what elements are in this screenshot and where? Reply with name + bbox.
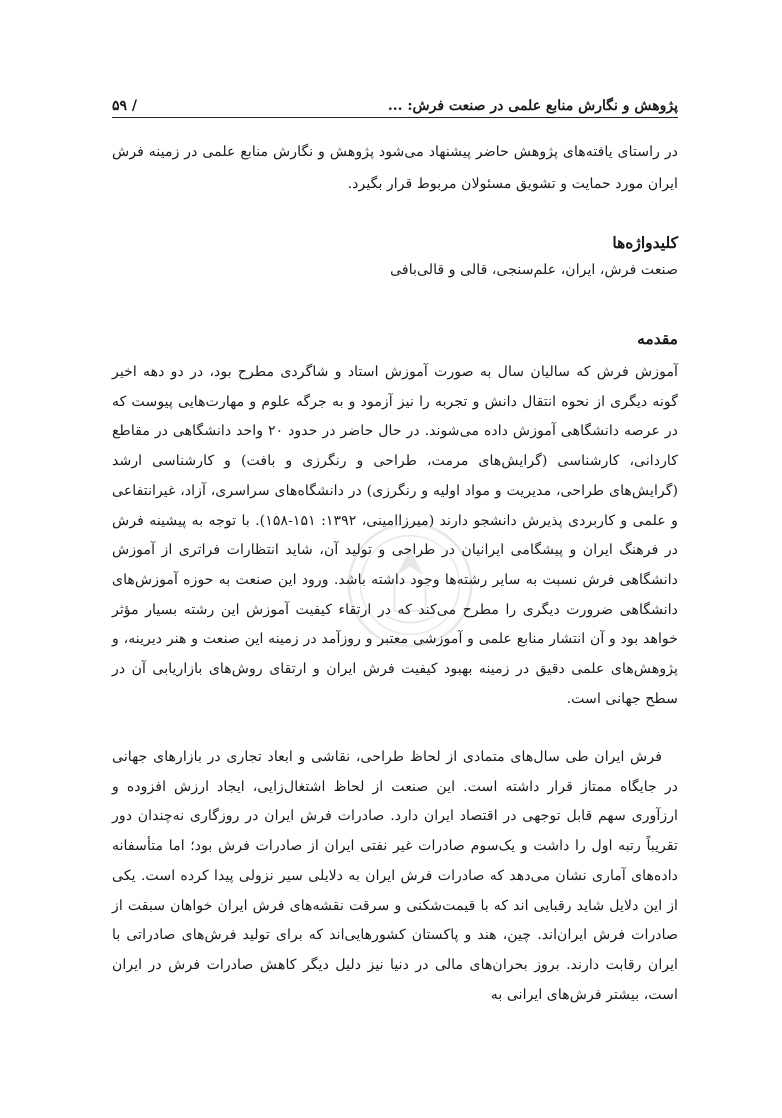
abstract-conclusion: در راستای یافته‌های پژوهش حاضر پیشنهاد می‌شود پژوهش و نگارش منابع علمی در زمینه فرش ایران مورد حمایت و تشویق مسئولان مربوط قرار بگیرد. — [112, 144, 678, 192]
institution-seal-watermark — [345, 520, 475, 650]
running-title: پژوهش و نگارش منابع علمی در صنعت فرش: ... — [387, 98, 678, 114]
introduction-heading: مقدمه — [637, 329, 678, 348]
keywords-text: صنعت فرش، ایران، علم‌سنجی، قالی و قالی‌بافی — [390, 262, 678, 278]
introduction-paragraph-1: آموزش فرش که سالیان سال به صورت آموزش استاد و شاگردی مطرح بود، در دو دهه اخیر گونه دیگری از نحوه انتقال دانش و تجربه را نیز آزمود و به جرگه علوم و مهارت‌هایی پیوست که در عرصه دانشگاهی آموزش داده می‌شوند. در حال حاضر در حدود ۲۰ واحد دانشگاهی در مقاطع کاردانی، کارشناسی (گرایش‌های مرمت، طراحی و رنگرزی و بافت) و کارشناسی ارشد (گرایش‌های طراحی، مدیریت و مواد اولیه و رنگرزی) در دانشگاه‌های سراسری، آزاد، غیرانتفاعی و علمی و کاربردی پذیرش دانشجو دارند (میرزاامینی، ۱۳۹۲: ۱۵۱-۱۵۸). با توجه به پیشینه فرش در فرهنگ ایران و پیشگامی ایرانیان در طراحی و تولید آن، شاید انتظارات فراتری از آموزش دانشگاهی فرش نسبت به سایر رشته‌ها وجود داشته باشد. ورود این صنعت به حوزه آموزش‌های دانشگاهی ضرورت دیگری را مطرح می‌کند که در ارتقاء کیفیت آموزش این رشته بسیار مؤثر خواهد بود و آن انتشار منابع علمی و آموزشی معتبر و روزآمد در زمینه این صنعت و هنر دیرینه، و پژوهش‌های علمی دقیق در زمینه بهبود کیفیت فرش ایران و ارتقای روش‌های بازاریابی آن در سطح جهانی است. — [112, 364, 679, 707]
page-number: / ۵۹ — [112, 98, 138, 114]
introduction-paragraph-2: فرش ایران طی سال‌های متمادی از لحاظ طراحی، نقاشی و ابعاد تجاری در بازارهای جهانی در جایگاه ممتاز قرار داشته است. این صنعت از لحاظ اشتغال‌زایی، ایجاد ارزش افزوده و ارزآوری سهم قابل توجهی در اقتصاد ایران دارد. صادرات فرش ایران در روزگاری نه‌چندان دور تقریباً رتبه اول را داشت و یک‌سوم صادرات غیر نفتی ایران از صادرات فرش بود؛ اما متأسفانه داده‌های آماری نشان می‌دهد که صادرات فرش ایران به دلایلی سیر نزولی پیدا کرده است. یکی از این دلایل شاید رقبایی اند که با قیمت‌شکنی و سرقت نقشه‌های فرش ایران خواهان سبقت از صادرات فرش ایران‌اند. چین، هند و پاکستان کشورهایی‌اند که برای تولید فرش‌های صادراتی با ایران رقابت دارند. بروز بحران‌های مالی در دنیا نیز دلیل دیگر کاهش صادرات فرش در ایران است، بیشتر فرش‌های ایرانی به — [112, 749, 678, 1003]
keywords-heading: کلیدواژه‌ها — [612, 233, 678, 252]
running-header — [112, 90, 678, 114]
header-rule — [112, 117, 678, 118]
